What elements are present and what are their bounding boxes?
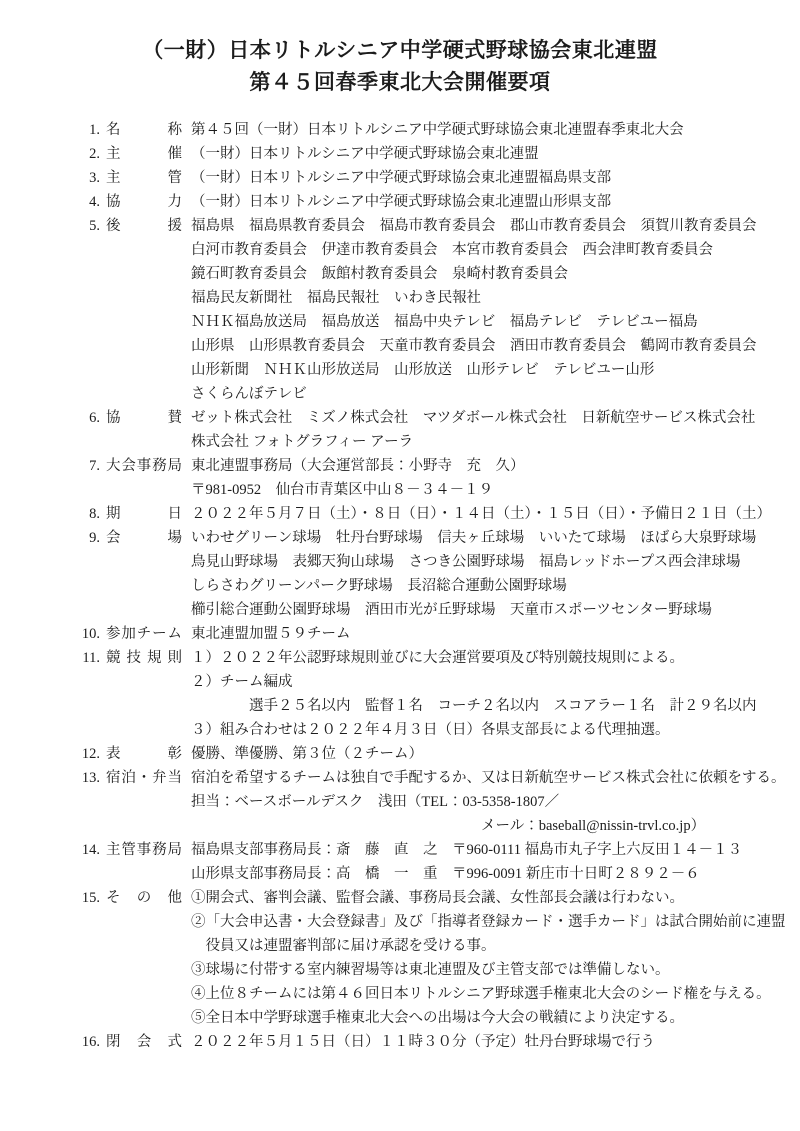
item-line: （一財）日本リトルシニア中学硬式野球協会東北連盟山形県支部 <box>191 194 612 210</box>
item-content <box>191 166 786 190</box>
item-line: （一財）日本リトルシニア中学硬式野球協会東北連盟 <box>191 146 539 162</box>
item-line: いわせグリーン球場 牡丹台野球場 信夫ヶ丘球場 いいたて球場 ほばら大泉野球場 <box>191 530 757 546</box>
item-line: ２０２２年５月１５日（日）１１時３０分（予定）牡丹台野球場で行う <box>191 1034 655 1050</box>
item-line: 白河市教育委員会 伊達市教育委員会 本宮市教育委員会 西会津町教育委員会 <box>191 242 713 258</box>
item-line: 選手２５名以内 監督１名 コーチ２名以内 スコアラー１名 計２９名以内 <box>191 698 757 714</box>
list-item <box>76 166 786 190</box>
item-label: 後援 <box>106 218 182 234</box>
item-line: 役員又は連盟審判部に届け承認を受ける事。 <box>191 938 496 954</box>
item-line: 第４５回（一財）日本リトルシニア中学硬式野球協会東北連盟春季東北大会 <box>191 122 684 138</box>
list-item <box>76 838 786 886</box>
list-item <box>76 742 786 766</box>
item-line: 山形新聞 ＮＨＫ山形放送局 山形放送 山形テレビ テレビユー山形 <box>191 362 655 378</box>
item-number: 6. <box>89 410 100 426</box>
item-number: 9. <box>89 530 100 546</box>
item-number: 11. <box>82 650 100 666</box>
item-label: 名称 <box>106 122 182 138</box>
list-item <box>76 526 786 622</box>
item-number: 7. <box>89 458 100 474</box>
item-number: 16. <box>81 1034 100 1050</box>
item-number: 8. <box>89 506 100 522</box>
item-number: 12. <box>81 746 100 762</box>
item-line: 鳥見山野球場 表郷天狗山球場 さつき公園野球場 福島レッドホープス西会津球場 <box>191 554 741 570</box>
item-content <box>191 502 786 526</box>
item-label: 宿泊・弁当 <box>106 770 182 786</box>
item-content <box>191 406 786 454</box>
document-title-line2: 第４５回春季東北大会開催要項 <box>249 70 551 94</box>
item-line: ①開会式、審判会議、監督会議、事務局長会議、女性部長会議は行わない。 <box>191 890 684 906</box>
item-line: 優勝、準優勝、第３位（２チーム） <box>191 746 423 762</box>
item-label: 閉会式 <box>106 1034 182 1050</box>
document-header <box>0 34 800 98</box>
item-label: その他 <box>106 890 182 906</box>
item-number: 1. <box>89 122 100 138</box>
item-label: 競技規則 <box>106 650 182 666</box>
item-line: ②「大会申込書・大会登録書」及び「指導者登録カード・選手カード」は試合開始前に連盟 <box>191 914 786 930</box>
item-line: ③球場に付帯する室内練習場等は東北連盟及び主管支部では準備しない。 <box>191 962 670 978</box>
item-line: 山形県支部事務局長：高 橋 一 重 〒996-0091 新庄市十日町２８９２－６ <box>191 866 700 882</box>
item-content <box>191 766 786 838</box>
item-line: （一財）日本リトルシニア中学硬式野球協会東北連盟福島県支部 <box>191 170 612 186</box>
item-line: 福島県 福島県教育委員会 福島市教育委員会 郡山市教育委員会 須賀川教育委員会 <box>191 218 757 234</box>
item-line: ３）組み合わせは２０２２年４月３日（日）各県支部長による代理抽選。 <box>191 722 670 738</box>
item-number: 2. <box>89 146 100 162</box>
list-item <box>76 118 786 142</box>
item-line: 福島民友新聞社 福島民報社 いわき民報社 <box>191 290 481 306</box>
item-line: １）２０２２年公認野球規則並びに大会運営要項及び特別競技規則による。 <box>191 650 684 666</box>
item-line: 櫛引総合運動公園野球場 酒田市光が丘野球場 天童市スポーツセンター野球場 <box>191 602 712 618</box>
item-number: 4. <box>89 194 100 210</box>
item-label: 参加チーム <box>106 626 182 642</box>
item-content <box>191 214 786 406</box>
item-label: 期日 <box>106 506 182 522</box>
list-item <box>76 142 786 166</box>
list-item <box>76 214 786 406</box>
list-item <box>76 886 786 1030</box>
item-content <box>191 622 786 646</box>
item-content <box>191 118 786 142</box>
item-label: 主管事務局 <box>106 842 182 858</box>
item-line: ２０２２年５月７日（土）・８日（日）・１４日（土）・１５日（日）・予備日２１日（土） <box>191 506 771 522</box>
item-content <box>191 1030 786 1054</box>
item-line: さくらんぼテレビ <box>191 386 307 402</box>
item-line: 東北連盟事務局（大会運営部長：小野寺 充 久） <box>191 458 525 474</box>
item-label: 協力 <box>106 194 182 210</box>
item-label: 会場 <box>106 530 182 546</box>
document-title-line1: （一財）日本リトルシニア中学硬式野球協会東北連盟 <box>142 38 658 62</box>
list-item <box>76 502 786 526</box>
item-content <box>191 454 786 502</box>
item-line: 〒981-0952 仙台市青葉区中山８－３４－１９ <box>191 482 494 498</box>
item-line: メール：baseball@nissin-trvl.co.jp） <box>191 818 706 834</box>
list-item <box>76 190 786 214</box>
item-content <box>191 190 786 214</box>
item-content <box>191 838 786 886</box>
item-label: 協賛 <box>106 410 182 426</box>
item-content <box>191 886 786 1030</box>
item-number: 3. <box>89 170 100 186</box>
list-item <box>76 406 786 454</box>
item-line: 宿泊を希望するチームは独自で手配するか、又は日新航空サービス株式会社に依頼をする。 <box>191 770 786 786</box>
item-line: 山形県 山形県教育委員会 天童市教育委員会 酒田市教育委員会 鶴岡市教育委員会 <box>191 338 757 354</box>
item-content <box>191 526 786 622</box>
item-line: ゼット株式会社 ミズノ株式会社 マツダボール株式会社 日新航空サービス株式会社 <box>191 410 756 426</box>
item-label: 大会事務局 <box>106 458 182 474</box>
list-item <box>76 646 786 742</box>
item-line: ⑤全日本中学野球選手権東北大会への出場は今大会の戦績により決定する。 <box>191 1010 684 1026</box>
item-content <box>191 646 786 742</box>
item-number: 13. <box>81 770 100 786</box>
list-item <box>76 622 786 646</box>
items-list <box>76 118 786 1054</box>
item-content <box>191 142 786 166</box>
item-line: しらさわグリーンパーク野球場 長沼総合運動公園野球場 <box>191 578 567 594</box>
list-item <box>76 1030 786 1054</box>
item-line: 担当：ベースボールデスク 浅田（TEL：03-5358-1807／ <box>191 794 560 810</box>
item-label: 主催 <box>106 146 182 162</box>
item-line: 東北連盟加盟５９チーム <box>191 626 351 642</box>
item-content <box>191 742 786 766</box>
item-number: 10. <box>81 626 100 642</box>
item-number: 15. <box>81 890 100 906</box>
item-line: 株式会社 フォトグラフィー アーラ <box>191 434 414 450</box>
item-line: 福島県支部事務局長：斎 藤 直 之 〒960-0111 福島市丸子字上六反田１４－１３ <box>191 842 743 858</box>
item-line: ２）チーム編成 <box>191 674 293 690</box>
list-item <box>76 766 786 838</box>
item-label: 主管 <box>106 170 182 186</box>
item-line: ④上位８チームには第４６回日本リトルシニア野球選手権東北大会のシード権を与える。 <box>191 986 771 1002</box>
item-line: 鏡石町教育委員会 飯館村教育委員会 泉崎村教育委員会 <box>191 266 568 282</box>
item-number: 5. <box>89 218 100 234</box>
item-number: 14. <box>81 842 100 858</box>
item-line: ＮＨＫ福島放送局 福島放送 福島中央テレビ 福島テレビ テレビユー福島 <box>191 314 698 330</box>
item-label: 表彰 <box>106 746 182 762</box>
list-item <box>76 454 786 502</box>
